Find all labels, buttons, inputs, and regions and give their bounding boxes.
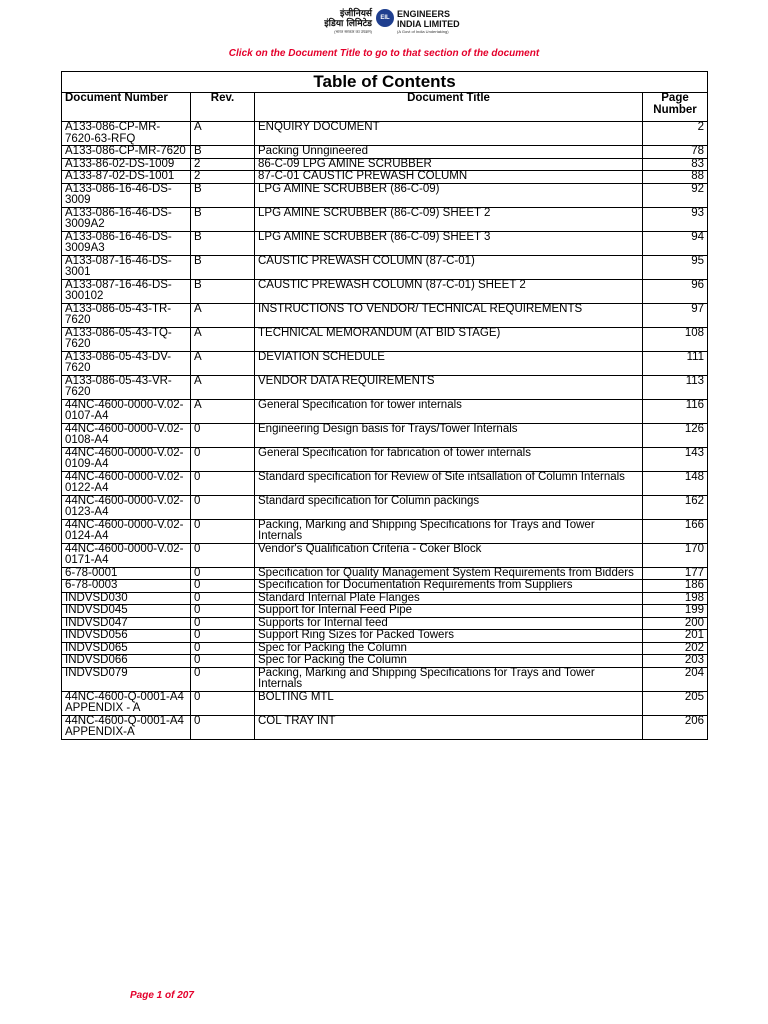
logo-hindi-text: इंजीनियर्स इंडिया लिमिटेड bbox=[324, 9, 372, 29]
rev-cell: B bbox=[191, 231, 255, 255]
table-row bbox=[62, 279, 708, 303]
navigation-notice: Click on the Document Title to go to that section of the document bbox=[228, 48, 540, 59]
document-title-link[interactable]: CAUSTIC PREWASH COLUMN (87-C-01) bbox=[255, 255, 643, 279]
table-row bbox=[62, 495, 708, 519]
page-number-cell: 201 bbox=[643, 630, 708, 643]
document-title-link[interactable]: TECHNICAL MEMORANDUM (AT BID STAGE) bbox=[255, 327, 643, 351]
rev-cell: 0 bbox=[191, 592, 255, 605]
document-title-link[interactable]: Support Ring Sizes for Packed Towers bbox=[255, 630, 643, 643]
rev-cell: 2 bbox=[191, 171, 255, 184]
document-title-link[interactable]: 86-C-09 LPG AMINE SCRUBBER bbox=[255, 158, 643, 171]
logo-hindi-subtitle: (भारत सरकार का उपक्रम) bbox=[334, 29, 372, 34]
document-number-cell: 6-78-0003 bbox=[62, 580, 191, 593]
document-number-cell: 44NC-4600-0000-V.02-0123-A4 bbox=[62, 495, 191, 519]
page-number-cell: 83 bbox=[643, 158, 708, 171]
page-indicator: Page 1 of 207 bbox=[130, 990, 194, 1001]
table-row bbox=[62, 423, 708, 447]
page-number-cell: 111 bbox=[643, 351, 708, 375]
table-row bbox=[62, 667, 708, 691]
rev-cell: 0 bbox=[191, 642, 255, 655]
document-title-link[interactable]: 87-C-01 CAUSTIC PREWASH COLUMN bbox=[255, 171, 643, 184]
table-row bbox=[62, 122, 708, 146]
page-number-cell: 143 bbox=[643, 447, 708, 471]
table-row bbox=[62, 303, 708, 327]
table-row bbox=[62, 183, 708, 207]
document-title-link[interactable]: Specification for Documentation Requirements from Suppliers bbox=[255, 580, 643, 593]
document-number-cell: A133-086-CP-MR-7620-63-RFQ bbox=[62, 122, 191, 146]
document-title-link[interactable]: Packing Unngineered bbox=[255, 146, 643, 159]
rev-cell: 0 bbox=[191, 617, 255, 630]
document-number-cell: A133-086-05-43-TQ-7620 bbox=[62, 327, 191, 351]
document-number-cell: 44NC-4600-Q-0001-A4 APPENDIX-A bbox=[62, 715, 191, 739]
document-number-cell: 44NC-4600-0000-V.02-0122-A4 bbox=[62, 471, 191, 495]
page-number-cell: 108 bbox=[643, 327, 708, 351]
page-number-cell: 162 bbox=[643, 495, 708, 519]
document-number-cell: INDVSD056 bbox=[62, 630, 191, 643]
column-header-rev: Rev. bbox=[191, 93, 255, 122]
rev-cell: A bbox=[191, 399, 255, 423]
column-header-document-title: Document Title bbox=[255, 93, 643, 122]
page-number-cell: 94 bbox=[643, 231, 708, 255]
document-number-cell: A133-086-05-43-TR-7620 bbox=[62, 303, 191, 327]
table-row bbox=[62, 519, 708, 543]
table-row bbox=[62, 655, 708, 668]
document-number-cell: INDVSD079 bbox=[62, 667, 191, 691]
document-title-link[interactable]: Vendor's Qualification Criteria - Coker Block bbox=[255, 543, 643, 567]
page-number-cell: 93 bbox=[643, 207, 708, 231]
document-number-cell: A133-086-16-46-DS-3009A2 bbox=[62, 207, 191, 231]
document-title-link[interactable]: Spec for Packing the Column bbox=[255, 655, 643, 668]
document-title-link[interactable]: Support for Internal Feed Pipe bbox=[255, 605, 643, 618]
rev-cell: A bbox=[191, 351, 255, 375]
page-number-cell: 92 bbox=[643, 183, 708, 207]
document-title-link[interactable]: VENDOR DATA REQUIREMENTS bbox=[255, 375, 643, 399]
document-title-link[interactable]: CAUSTIC PREWASH COLUMN (87-C-01) SHEET 2 bbox=[255, 279, 643, 303]
table-row bbox=[62, 543, 708, 567]
table-row bbox=[62, 617, 708, 630]
rev-cell: B bbox=[191, 279, 255, 303]
document-title-link[interactable]: Supports for Internal feed bbox=[255, 617, 643, 630]
rev-cell: 0 bbox=[191, 715, 255, 739]
page-number-cell: 205 bbox=[643, 691, 708, 715]
document-number-cell: A133-087-16-46-DS-3001 bbox=[62, 255, 191, 279]
rev-cell: 0 bbox=[191, 580, 255, 593]
table-row bbox=[62, 471, 708, 495]
document-number-cell: A133-086-05-43-DV-7620 bbox=[62, 351, 191, 375]
rev-cell: B bbox=[191, 255, 255, 279]
rev-cell: A bbox=[191, 375, 255, 399]
document-number-cell: A133-086-16-46-DS-3009 bbox=[62, 183, 191, 207]
column-header-page-number: Page Number bbox=[643, 93, 708, 122]
rev-cell: 0 bbox=[191, 630, 255, 643]
document-number-cell: INDVSD045 bbox=[62, 605, 191, 618]
table-of-contents bbox=[61, 71, 708, 740]
rev-cell: 0 bbox=[191, 447, 255, 471]
rev-cell: A bbox=[191, 303, 255, 327]
page-number-cell: 78 bbox=[643, 146, 708, 159]
document-title-link[interactable]: LPG AMINE SCRUBBER (86-C-09) SHEET 3 bbox=[255, 231, 643, 255]
logo-emblem-icon: EIL bbox=[376, 9, 394, 27]
page-number-cell: 170 bbox=[643, 543, 708, 567]
table-row bbox=[62, 146, 708, 159]
document-title-link[interactable]: COL TRAY INT bbox=[255, 715, 643, 739]
table-row bbox=[62, 715, 708, 739]
rev-cell: 0 bbox=[191, 471, 255, 495]
page-number-cell: 202 bbox=[643, 642, 708, 655]
document-title-link[interactable]: Standard specification for Review of Site intsallation of Column Internals bbox=[255, 471, 643, 495]
table-row bbox=[62, 630, 708, 643]
document-title-link[interactable]: Engineering Design basis for Trays/Tower Internals bbox=[255, 423, 643, 447]
page-number-cell: 199 bbox=[643, 605, 708, 618]
page-number-cell: 116 bbox=[643, 399, 708, 423]
rev-cell: B bbox=[191, 207, 255, 231]
rev-cell: 0 bbox=[191, 567, 255, 580]
table-row bbox=[62, 691, 708, 715]
document-number-cell: A133-087-16-46-DS-300102 bbox=[62, 279, 191, 303]
page-number-cell: 126 bbox=[643, 423, 708, 447]
document-number-cell: A133-086-16-46-DS-3009A3 bbox=[62, 231, 191, 255]
page-number-cell: 204 bbox=[643, 667, 708, 691]
document-title-link[interactable]: ENQUIRY DOCUMENT bbox=[255, 122, 643, 146]
table-row bbox=[62, 580, 708, 593]
document-title-link[interactable]: Packing, Marking and Shipping Specifications for Trays and Tower Internals bbox=[255, 519, 643, 543]
document-title-link[interactable]: Standard Internal Plate Flanges bbox=[255, 592, 643, 605]
table-row bbox=[62, 171, 708, 184]
document-number-cell: INDVSD030 bbox=[62, 592, 191, 605]
document-title-link[interactable]: Packing, Marking and Shipping Specifications for Trays and Tower Internals bbox=[255, 667, 643, 691]
rev-cell: B bbox=[191, 146, 255, 159]
page-number-cell: 113 bbox=[643, 375, 708, 399]
document-number-cell: 44NC-4600-0000-V.02-0171-A4 bbox=[62, 543, 191, 567]
document-title-link[interactable]: BOLTING MTL bbox=[255, 691, 643, 715]
toc-title: Table of Contents bbox=[62, 72, 708, 93]
column-header-document-number: Document Number bbox=[62, 93, 191, 122]
document-number-cell: 44NC-4600-0000-V.02-0124-A4 bbox=[62, 519, 191, 543]
table-row bbox=[62, 642, 708, 655]
company-logo bbox=[308, 6, 468, 34]
document-number-cell: A133-086-CP-MR-7620 bbox=[62, 146, 191, 159]
logo-english-text: ENGINEERS INDIA LIMITED bbox=[397, 9, 460, 29]
document-title-link[interactable]: LPG AMINE SCRUBBER (86-C-09) SHEET 2 bbox=[255, 207, 643, 231]
page-number-cell: 97 bbox=[643, 303, 708, 327]
page-number-cell: 200 bbox=[643, 617, 708, 630]
rev-cell: A bbox=[191, 327, 255, 351]
table-row bbox=[62, 567, 708, 580]
rev-cell: 0 bbox=[191, 655, 255, 668]
page-number-cell: 95 bbox=[643, 255, 708, 279]
rev-cell: 0 bbox=[191, 605, 255, 618]
page-number-cell: 206 bbox=[643, 715, 708, 739]
logo-english-subtitle: (A Govt of India Undertaking) bbox=[397, 29, 449, 34]
table-row bbox=[62, 592, 708, 605]
rev-cell: A bbox=[191, 122, 255, 146]
document-title-link[interactable]: Specification for Quality Management System Requirements from Bidders bbox=[255, 567, 643, 580]
document-title-link[interactable]: DEVIATION SCHEDULE bbox=[255, 351, 643, 375]
table-row bbox=[62, 231, 708, 255]
rev-cell: 2 bbox=[191, 158, 255, 171]
rev-cell: B bbox=[191, 183, 255, 207]
page-number-cell: 198 bbox=[643, 592, 708, 605]
page-number-cell: 177 bbox=[643, 567, 708, 580]
table-row bbox=[62, 327, 708, 351]
rev-cell: 0 bbox=[191, 543, 255, 567]
document-number-cell: INDVSD065 bbox=[62, 642, 191, 655]
rev-cell: 0 bbox=[191, 423, 255, 447]
table-row bbox=[62, 447, 708, 471]
rev-cell: 0 bbox=[191, 691, 255, 715]
document-title-link[interactable]: General Specification for tower internals bbox=[255, 399, 643, 423]
page-number-cell: 96 bbox=[643, 279, 708, 303]
document-number-cell: 44NC-4600-0000-V.02-0109-A4 bbox=[62, 447, 191, 471]
document-number-cell: 44NC-4600-0000-V.02-0107-A4 bbox=[62, 399, 191, 423]
document-number-cell: A133-87-02-DS-1001 bbox=[62, 171, 191, 184]
rev-cell: 0 bbox=[191, 519, 255, 543]
table-row bbox=[62, 158, 708, 171]
rev-cell: 0 bbox=[191, 667, 255, 691]
page-number-cell: 166 bbox=[643, 519, 708, 543]
table-row bbox=[62, 375, 708, 399]
rev-cell: 0 bbox=[191, 495, 255, 519]
table-row bbox=[62, 207, 708, 231]
page-number-cell: 186 bbox=[643, 580, 708, 593]
document-number-cell: INDVSD066 bbox=[62, 655, 191, 668]
table-row bbox=[62, 351, 708, 375]
table-row bbox=[62, 605, 708, 618]
document-number-cell: 6-78-0001 bbox=[62, 567, 191, 580]
document-title-link[interactable]: Standard specification for Column packings bbox=[255, 495, 643, 519]
page-number-cell: 88 bbox=[643, 171, 708, 184]
document-title-link[interactable]: General Specification for fabrication of tower internals bbox=[255, 447, 643, 471]
document-number-cell: INDVSD047 bbox=[62, 617, 191, 630]
page-number-cell: 203 bbox=[643, 655, 708, 668]
document-title-link[interactable]: Spec for Packing the Column bbox=[255, 642, 643, 655]
document-number-cell: 44NC-4600-Q-0001-A4 APPENDIX - A bbox=[62, 691, 191, 715]
document-number-cell: A133-86-02-DS-1009 bbox=[62, 158, 191, 171]
page-number-cell: 2 bbox=[643, 122, 708, 146]
page-number-cell: 148 bbox=[643, 471, 708, 495]
document-number-cell: 44NC-4600-0000-V.02-0108-A4 bbox=[62, 423, 191, 447]
table-row bbox=[62, 255, 708, 279]
document-title-link[interactable]: LPG AMINE SCRUBBER (86-C-09) bbox=[255, 183, 643, 207]
document-title-link[interactable]: INSTRUCTIONS TO VENDOR/ TECHNICAL REQUIREMENTS bbox=[255, 303, 643, 327]
document-number-cell: A133-086-05-43-VR-7620 bbox=[62, 375, 191, 399]
toc-header-row bbox=[62, 93, 708, 122]
table-row bbox=[62, 399, 708, 423]
